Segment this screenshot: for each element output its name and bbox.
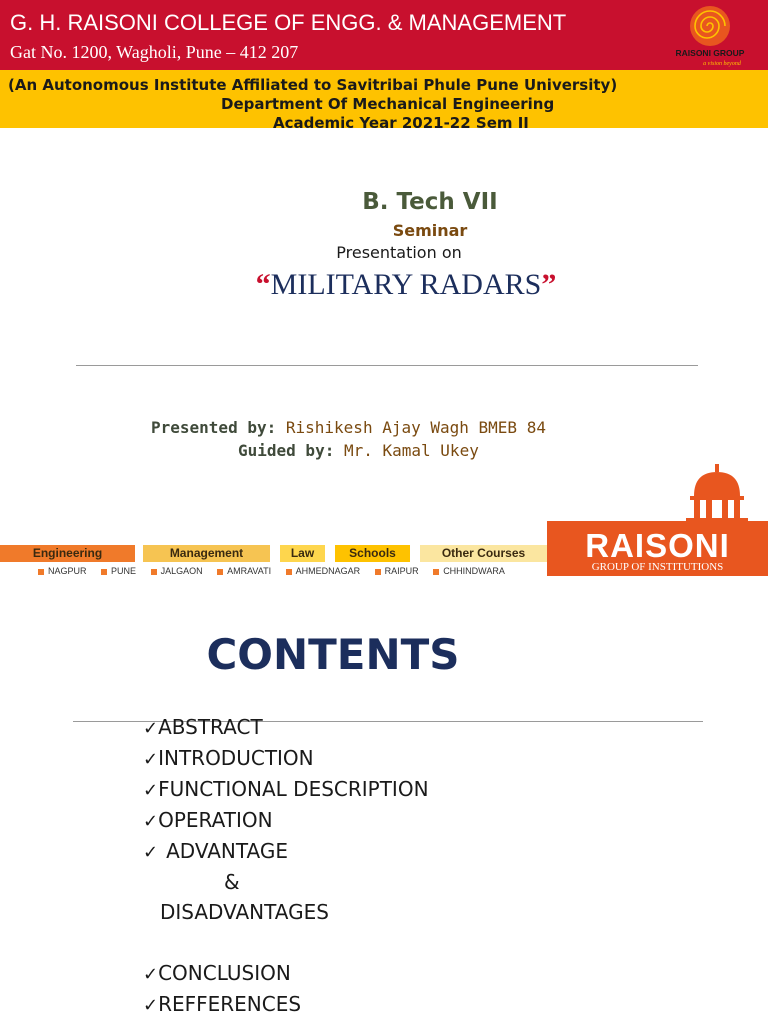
city-item: NAGPUR (38, 566, 87, 576)
dome-building-icon (682, 462, 752, 522)
footer-tab-engineering: Engineering (0, 545, 135, 562)
brand-word: RAISONI (585, 527, 730, 564)
list-item: ✓FUNCTIONAL DESCRIPTION (143, 777, 429, 801)
list-item: ✓ABSTRACT (143, 715, 263, 739)
logo-tagline: a vision beyond (703, 61, 741, 67)
raisoni-brand-box (547, 521, 768, 576)
city-list (38, 566, 517, 576)
check-icon: ✓ (143, 749, 159, 770)
list-item: ✓ ADVANTAGE (143, 839, 288, 863)
list-item: ✓OPERATION (143, 808, 273, 832)
presented-by (151, 418, 546, 437)
city-item: AMRAVATI (217, 566, 271, 576)
city-item: PUNE (101, 566, 136, 576)
logo-text: RAISONI GROUP (675, 48, 745, 58)
presented-by-label: Presented by: (151, 418, 277, 437)
city-item: CHHINDWARA (433, 566, 505, 576)
footer-tab-management: Management (143, 545, 270, 562)
college-name: G. H. RAISONI COLLEGE OF ENGG. & MANAGEMENT (10, 10, 567, 35)
check-icon: ✓ (143, 964, 159, 985)
spiral-logo-icon (660, 2, 760, 68)
program-heading: B. Tech VII (362, 189, 498, 215)
city-item: AHMEDNAGAR (286, 566, 361, 576)
contents-heading: CONTENTS (206, 630, 460, 679)
close-quote: ” (541, 268, 557, 301)
check-icon: ✓ (143, 718, 159, 739)
guided-by-label: Guided by: (238, 441, 335, 460)
list-item: ✓REFFERENCES (143, 992, 302, 1016)
presentation-on-label: Presentation on (336, 243, 462, 262)
check-icon: ✓ (143, 780, 159, 801)
city-item: RAIPUR (375, 566, 419, 576)
contents-slide (0, 600, 768, 1024)
guided-by-value: Mr. Kamal Ukey (343, 441, 479, 460)
list-item-continuation: & (224, 870, 240, 894)
open-quote: “ (255, 268, 271, 301)
raisoni-group-logo (660, 2, 760, 68)
list-item-continuation: DISADVANTAGES (160, 900, 329, 924)
brand-subtitle: GROUP OF INSTITUTIONS (591, 561, 724, 573)
list-item: ✓CONCLUSION (143, 961, 291, 985)
presented-by-value: Rishikesh Ajay Wagh BMEB 84 (285, 418, 546, 437)
check-icon: ✓ (143, 995, 159, 1016)
department-text: Department Of Mechanical Engineering (221, 95, 555, 113)
list-item: ✓INTRODUCTION (143, 746, 314, 770)
academic-year-text: Academic Year 2021-22 Sem II (273, 114, 529, 132)
guided-by (238, 441, 479, 460)
presentation-title (0, 268, 768, 302)
footer-tab-other-courses: Other Courses (420, 545, 547, 562)
city-item: JALGAON (151, 566, 203, 576)
check-icon: ✓ (143, 811, 159, 832)
footer-tab-schools: Schools (335, 545, 410, 562)
title-text: MILITARY RADARS (270, 268, 542, 301)
footer-tab-law: Law (280, 545, 325, 562)
seminar-label: Seminar (392, 221, 468, 240)
college-address: Gat No. 1200, Wagholi, Pune – 412 207 (10, 42, 299, 62)
divider-line (76, 365, 698, 366)
check-icon: ✓ (143, 842, 159, 863)
affiliation-text: (An Autonomous Institute Affiliated to Savitribai Phule Pune University) (8, 76, 618, 94)
